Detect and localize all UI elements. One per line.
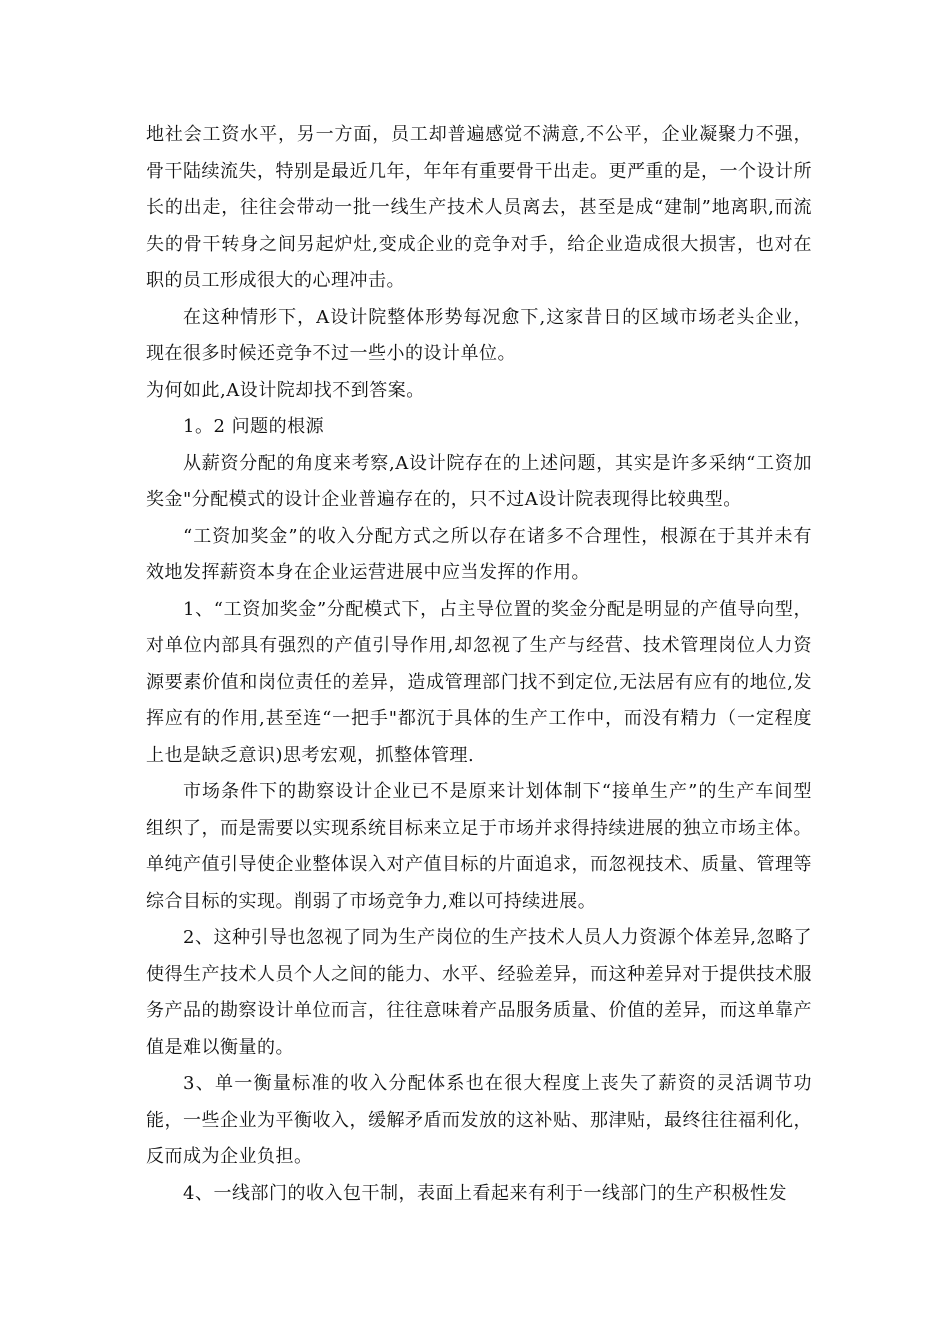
paragraph-3: 为何如此,A设计院却找不到答案。: [146, 379, 425, 401]
paragraph-9: 3、单一衡量标准的收入分配体系也在很大程度上丧失了薪资的灵活调节功能，一些企业为平衡收入，缓解矛盾而发放的这补贴、那津贴，最终往往福利化，反而成为企业负担。: [146, 1073, 812, 1167]
paragraph-7: 市场条件下的勘察设计企业已不是原来计划体制下“接单生产”的生产车间型组织了，而是需要以实现系统目标来立足于市场并求得持续进展的独立市场主体。单纯产值引导使企业整体误入对产值目标的片面追求，而忽视技术、质量、管理等综合目标的实现。削弱了市场竞争力,难以可持续进展。: [146, 781, 812, 912]
section-heading: 1。2 问题的根源: [183, 416, 325, 437]
paragraph-5: “工资加奖金”的收入分配方式之所以存在诸多不合理性，根源在于其并未有效地发挥薪资本身在企业运营进展中应当发挥的作用。: [146, 525, 812, 583]
paragraph-8: 2、这种引导也忽视了同为生产岗位的生产技术人员人力资源个体差异,忽略了使得生产技术人员个人之间的能力、水平、经验差异，而这种差异对于提供技术服务产品的勘察设计单位而言，往往意味着产品服务质量、价值的差异，而这单靠产值是难以衡量的。: [146, 927, 812, 1058]
paragraph-10: 4、一线部门的收入包干制，表面上看起来有利于一线部门的生产积极性发: [183, 1182, 787, 1204]
paragraph-6: 1、“工资加奖金”分配模式下，占主导位置的奖金分配是明显的产值导向型，对单位内部具有强烈的产值引导作用,却忽视了生产与经营、技术管理岗位人力资源要素价值和岗位责任的差异，造成管理部门找不到定位,无法居有应有的地位,发挥应有的作用,甚至连“一把手"都沉于具体的生产工作中，而没有精力（一定程度上也是缺乏意识)思考宏观，抓整体管理.: [146, 598, 812, 766]
paragraph-1: 地社会工资水平，另一方面，员工却普遍感觉不满意,不公平，企业凝聚力不强，骨干陆续流失，特别是最近几年，年年有重要骨干出走。更严重的是，一个设计所长的出走，往往会带动一批一线生产技术人员离去，甚至是成“建制”地离职,而流失的骨干转身之间另起炉灶,变成企业的竞争对手，给企业造成很大损害，也对在职的员工形成很大的心理冲击。: [146, 124, 812, 291]
paragraph-4: 从薪资分配的角度来考察,A设计院存在的上述问题，其实是许多采纳“工资加奖金"分配模式的设计企业普遍存在的，只不过A设计院表现得比较典型。: [146, 452, 812, 510]
paragraph-2: 在这种情形下，A设计院整体形势每况愈下,这家昔日的区域市场老头企业，现在很多时候还竞争不过一些小的设计单位。: [146, 306, 812, 364]
document-body: [146, 117, 812, 1212]
